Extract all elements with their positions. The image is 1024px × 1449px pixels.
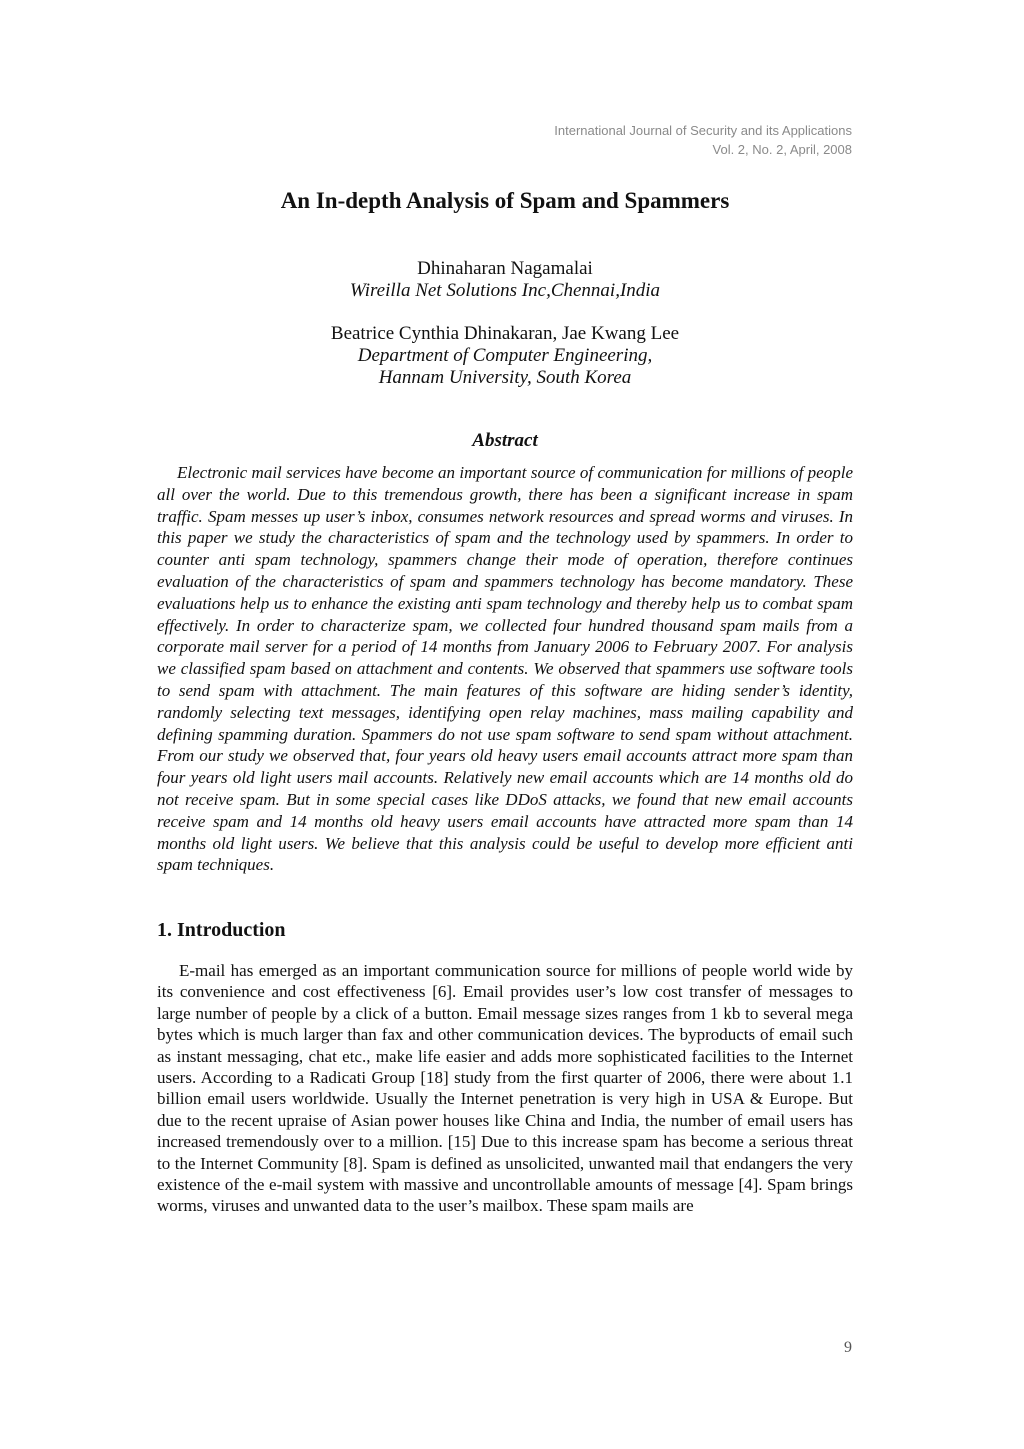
paper-title: An In-depth Analysis of Spam and Spammers [280,188,730,213]
abstract-heading: Abstract [472,430,538,451]
author-name: Beatrice Cynthia Dhinakaran, Jae Kwang Lee [330,323,680,344]
author-name: Dhinaharan Nagamalai [417,258,593,279]
introduction-text: E-mail has emerged as an important communication source for millions of people world wide by its convenience and cost effectiveness [6]. Email provides user’s low cost transfer of messages to large number of people by a click of a button. Email message sizes ranges from 1 kb to several mega bytes which is much larger than fax and other communication devices. The byproducts of email such as instant messaging, chat etc., make life easier and adds more sophisticated facilities to the Internet users. According to a Radicati Group [18] study from the first quarter of 2006, there were about 1.1 billion email users worldwide. Usually the Internet penetration is very high in USA & Europe. But due to the recent upraise of Asian power houses like China and India, the number of email users has increased tremendously over to a million. [15] Due to this increase spam has become a serious threat to the Internet Community [8]. Spam is defined as unsolicited, unwanted mail that endangers the very existence of the e-mail system with massive and uncontrollable amounts of message [4]. Spam brings worms, viruses and unwanted data to the user’s mailbox. These spam mails are [157,961,853,1216]
author-block-1 [0,258,1010,302]
author-affiliation: Wireilla Net Solutions Inc,Chennai,India [349,280,661,301]
running-head [554,121,852,159]
abstract-text: Electronic mail services have become an important source of communication for millions of people all over the world. Due to this tremendous growth, there has been a significant increase in spam traffic. Spam messes up user’s inbox, consumes network resources and spread worms and viruses. In this paper we study the characteristics of spam and the technology used by spammers. In order to counter anti spam technology, spammers change their mode of operation, therefore continues evaluation of the characteristics of spam and spammers technology has become mandatory. These evaluations help us to enhance the existing anti spam technology and thereby help us to combat spam effectively. In order to characterize spam, we collected four hundred thousand spam mails from a corporate mail server for a period of 14 months from January 2006 to February 2007. For analysis we classified spam based on attachment and contents. We observed that spammers use software tools to send spam with attachment. The main features of this software are hiding sender’s identity, randomly selecting text messages, identifying open relay machines, mass mailing capability and defining spamming duration. Spammers do not use spam software to send spam without attachment. From our study we observed that, four years old heavy users email accounts attract more spam than four years old light users mail accounts. Relatively new email accounts which are 14 months old do not receive spam. But in some special cases like DDoS attacks, we found that new email accounts receive spam and 14 months old heavy users email accounts have attracted more spam than 14 months old light users. We believe that this analysis could be useful to develop more efficient anti spam techniques. [157,463,853,875]
journal-name: International Journal of Security and its Applications [554,123,852,138]
page-number: 9 [844,1339,852,1356]
journal-volume: Vol. 2, No. 2, April, 2008 [712,142,852,157]
author-affiliation: Hannam University, South Korea [378,367,632,388]
section-heading-introduction: 1. Introduction [157,919,286,941]
author-affiliation: Department of Computer Engineering, [357,345,653,366]
author-block-2 [0,323,1010,389]
